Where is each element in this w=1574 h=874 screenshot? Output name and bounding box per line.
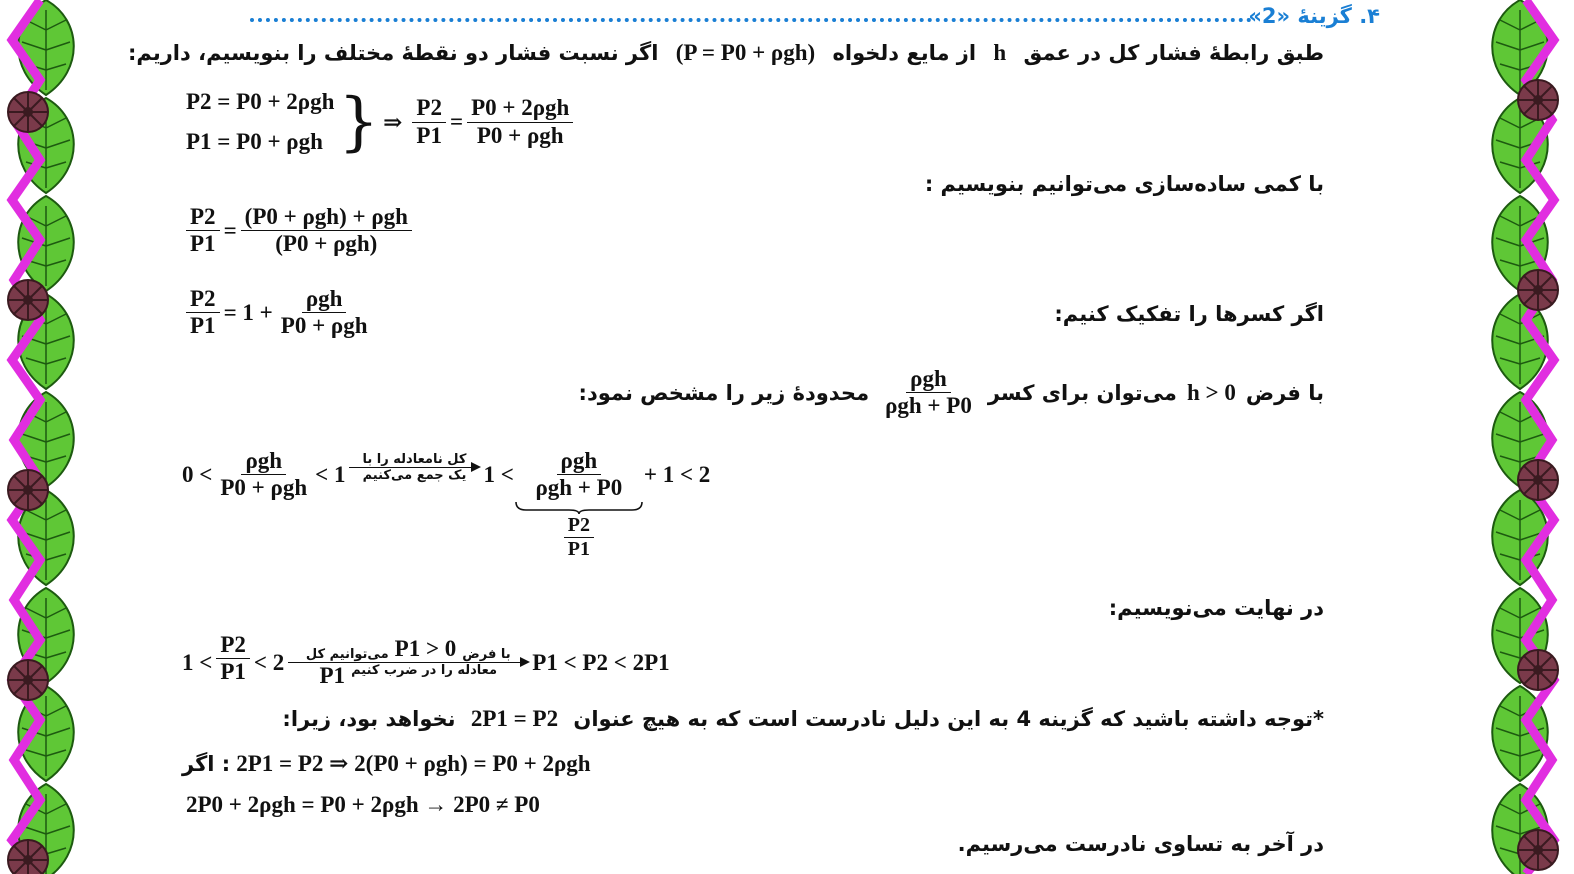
system-ratio-num: P2 bbox=[412, 95, 446, 122]
note-text-before: *توجه داشته باشید که گزینه 4 به این دلیل نادرست است که به هیچ عنوان bbox=[573, 707, 1324, 731]
inequality-chain bbox=[182, 448, 710, 561]
intro-text-after: اگر نسبت فشار دو نقطهٔ مختلف را بنویسیم، داریم: bbox=[127, 41, 659, 65]
assume-line bbox=[579, 366, 1324, 420]
proof-if: : اگر bbox=[182, 751, 231, 776]
intro-var-h: h bbox=[993, 40, 1007, 65]
proof-line1 bbox=[182, 750, 591, 777]
system-eq2: P1 = P0 + ρgh bbox=[186, 129, 323, 155]
final-arrow-line bbox=[288, 662, 528, 663]
simplify-equation bbox=[182, 204, 416, 258]
simplify-lhs-den: P1 bbox=[190, 231, 216, 257]
ineq-frac2-num: ρgh bbox=[557, 448, 602, 475]
intro-formula: (P = P0 + ρgh) bbox=[675, 40, 816, 65]
simplify-lhs bbox=[186, 204, 220, 258]
ineq-frac2 bbox=[531, 448, 626, 502]
ineq-frac2-den: ρgh + P0 bbox=[535, 475, 623, 501]
assume-text-middle: می‌توان برای کسر bbox=[987, 380, 1177, 405]
answer-heading bbox=[250, 4, 1380, 34]
assume-text-before: با فرض bbox=[1245, 380, 1324, 405]
note-text-after: نخواهد بود، زیرا: bbox=[282, 707, 456, 731]
ineq-under-den: P1 bbox=[567, 537, 590, 560]
underbrace bbox=[514, 502, 644, 514]
assume-text-after: محدودهٔ زیر را مشخص نمود: bbox=[578, 380, 870, 405]
ineq-arrow bbox=[349, 452, 479, 483]
assume-fraction bbox=[881, 366, 976, 420]
assume-frac-den: ρgh + P0 bbox=[885, 393, 972, 419]
intro-line bbox=[128, 40, 1324, 66]
note-formula: 2P1 = P2 bbox=[470, 706, 559, 731]
system-rhs bbox=[467, 95, 573, 149]
system-implies: ⇒ bbox=[383, 109, 403, 135]
system-rhs-den: P0 + ρgh bbox=[476, 122, 564, 148]
system-brace: } bbox=[338, 85, 380, 160]
dotted-leader bbox=[250, 18, 1252, 22]
left-floral-border bbox=[0, 0, 92, 874]
final-arrow-bottom-text: معادله را در ضرب کنیم bbox=[351, 663, 498, 678]
ineq-under-num: P2 bbox=[564, 514, 594, 538]
simplify-rhs-den: (P0 + ρgh) bbox=[275, 231, 378, 257]
ineq-arrow-top: کل نامعادله را با bbox=[362, 452, 467, 467]
decompose-rhs-den: P0 + ρgh bbox=[280, 313, 368, 339]
answer-title: ۴. گزینهٔ «2» bbox=[1248, 4, 1380, 28]
final-inequality bbox=[182, 632, 670, 689]
proof-line2: 2P0 + 2ρgh = P0 + 2ρgh → 2P0 ≠ P0 bbox=[186, 792, 540, 817]
ineq-mid: < 1 bbox=[315, 462, 346, 487]
decompose-equation bbox=[182, 286, 376, 340]
decompose-lhs-num: P2 bbox=[186, 286, 220, 313]
finally-text: در نهایت می‌نویسیم: bbox=[1108, 596, 1324, 620]
assume-frac-num: ρgh bbox=[906, 366, 951, 393]
simplify-text: با کمی ساده‌سازی می‌توانیم بنویسیم : bbox=[924, 172, 1324, 196]
system-equals: = bbox=[449, 109, 464, 135]
decompose-rhs bbox=[277, 286, 372, 340]
system-ratio-den: P1 bbox=[416, 122, 442, 148]
final-frac-den: P1 bbox=[220, 659, 246, 685]
ineq-left: 0 < bbox=[182, 462, 213, 487]
ineq-under-frac bbox=[564, 514, 594, 561]
system-ratio bbox=[412, 95, 446, 149]
ineq-right-left: 1 < bbox=[483, 462, 514, 487]
page-content bbox=[92, 0, 1474, 874]
system-equations bbox=[186, 82, 577, 163]
final-arrow-bottom-math: P1 bbox=[319, 663, 346, 688]
ineq-frac1-den: P0 + ρgh bbox=[220, 475, 308, 501]
conclusion-text: در آخر به تساوی نادرست می‌رسیم. bbox=[957, 832, 1324, 856]
ineq-arrow-line bbox=[349, 467, 479, 468]
ineq-arrow-bottom: یک جمع می‌کنیم bbox=[362, 468, 467, 483]
simplify-lhs-num: P2 bbox=[186, 204, 220, 231]
decompose-text: اگر کسرها را تفکیک کنیم: bbox=[1054, 302, 1324, 326]
assume-condition: h > 0 bbox=[1186, 379, 1236, 405]
final-result: P1 < P2 < 2P1 bbox=[532, 650, 670, 675]
ineq-frac1 bbox=[216, 448, 311, 502]
final-left: 1 < bbox=[182, 650, 213, 675]
final-arrow-top-math: P1 > 0 bbox=[394, 636, 457, 661]
simplify-rhs bbox=[241, 204, 412, 258]
intro-text-middle: از مایع دلخواه bbox=[832, 41, 977, 65]
final-mid: < 2 bbox=[253, 650, 285, 675]
simplify-rhs-num: (P0 + ρgh) + ρgh bbox=[241, 204, 412, 231]
decompose-lhs bbox=[186, 286, 220, 340]
final-arrow bbox=[288, 636, 528, 689]
final-arrow-suffix: با فرض bbox=[462, 647, 511, 662]
ineq-frac1-num: ρgh bbox=[241, 448, 286, 475]
decompose-rhs-num: ρgh bbox=[302, 286, 347, 313]
decompose-mid: = 1 + bbox=[223, 299, 273, 325]
right-floral-border bbox=[1474, 0, 1566, 874]
final-frac-num: P2 bbox=[216, 632, 250, 659]
final-arrow-label: می‌توانیم کل bbox=[305, 647, 389, 662]
decompose-lhs-den: P1 bbox=[190, 313, 216, 339]
note-line bbox=[282, 706, 1324, 732]
final-frac bbox=[216, 632, 250, 686]
ineq-right-end: + 1 < 2 bbox=[643, 462, 711, 487]
system-eq1: P2 = P0 + 2ρgh bbox=[186, 89, 335, 114]
proof-line1-math: 2P1 = P2 ⇒ 2(P0 + ρgh) = P0 + 2ρgh bbox=[236, 751, 591, 776]
simplify-equals: = bbox=[223, 217, 237, 243]
system-rhs-num: P0 + 2ρgh bbox=[467, 95, 573, 122]
intro-text-before: طبق رابطهٔ فشار کل در عمق bbox=[1023, 41, 1324, 65]
